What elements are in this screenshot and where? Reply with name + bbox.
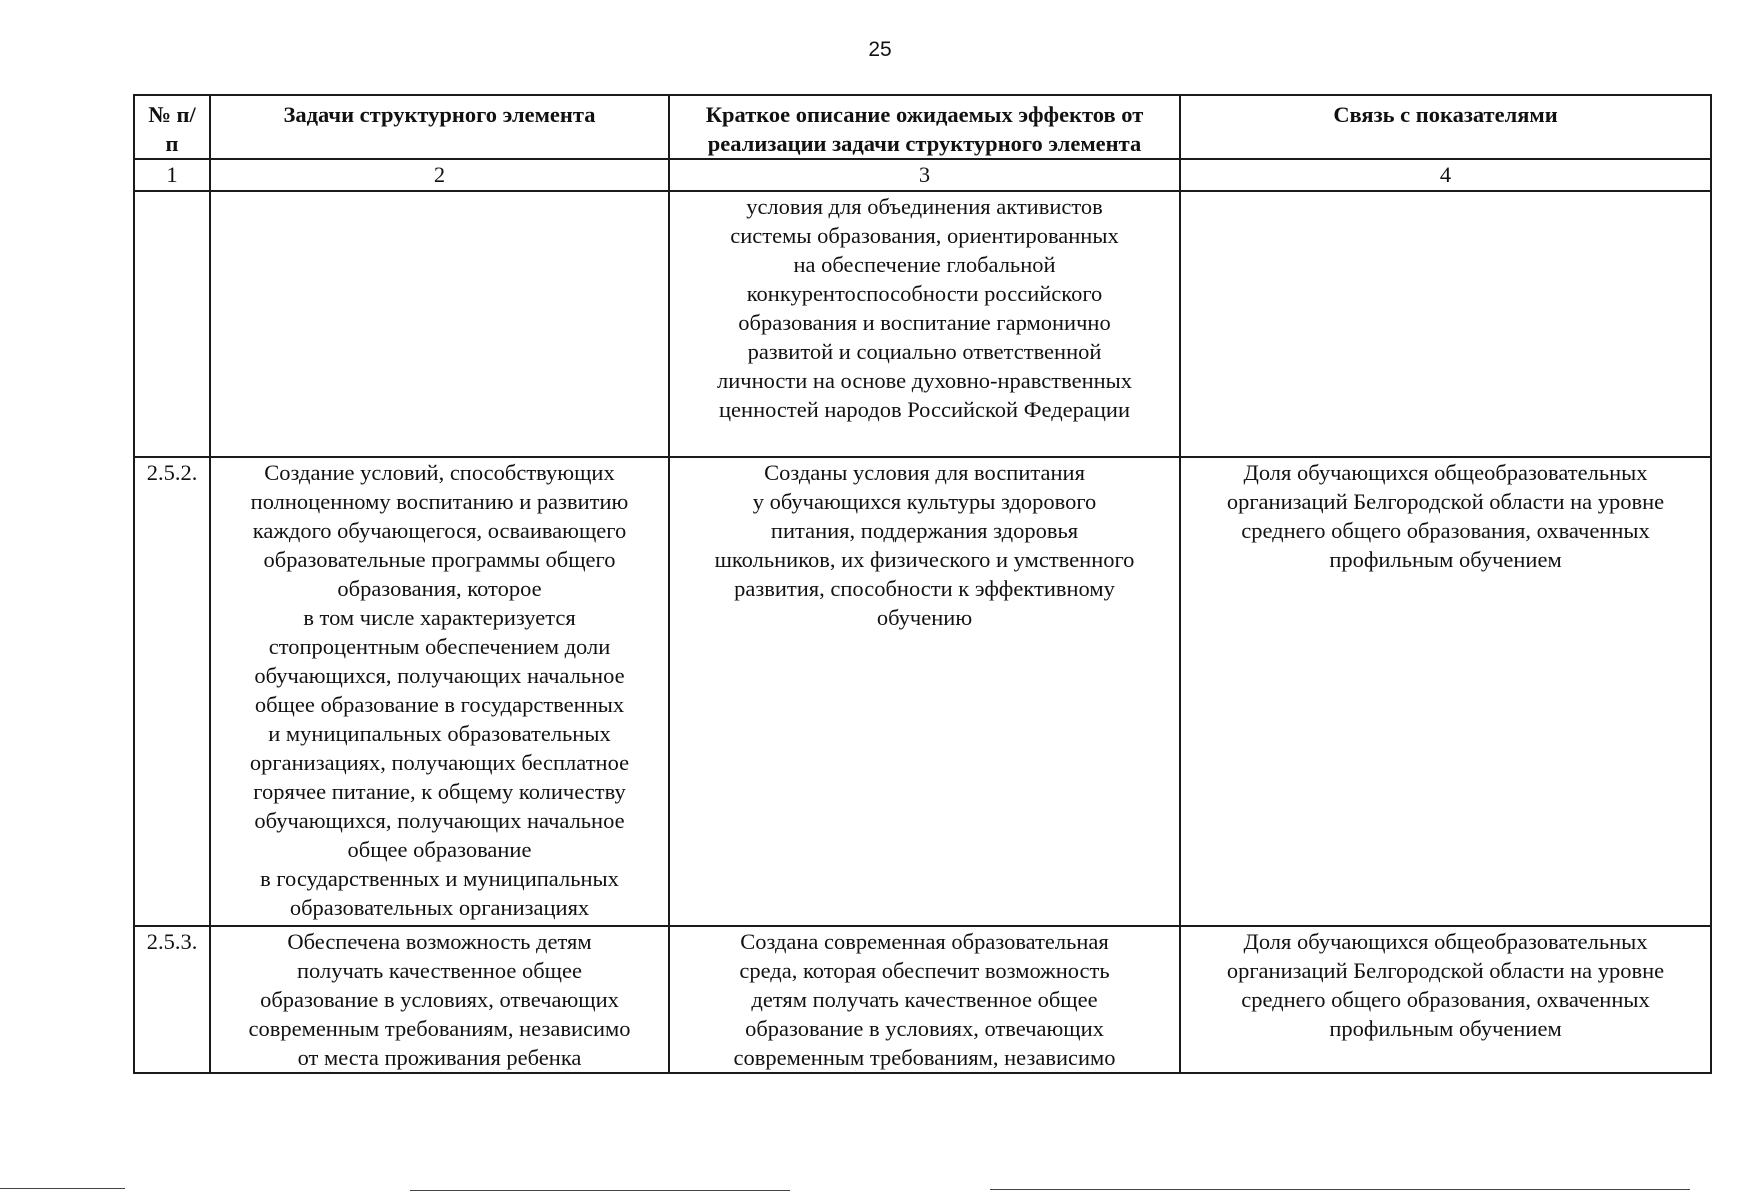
row-indicators xyxy=(1180,191,1711,457)
row-number: 2.5.2. xyxy=(134,457,210,926)
row-task xyxy=(210,191,669,457)
column-number: 3 xyxy=(669,159,1180,191)
row-number xyxy=(134,191,210,457)
row-task: Создание условий, способствующих полноценному воспитанию и развитию каждого обучающегося, осваивающего образовательные программы общего образования, которое в том числе характеризуется стопроцентным обеспечением доли обучающихся, получающих начальное общее образование в государственных и муниципальных образовательных организациях, получающих бесплатное горячее питание, к общему количеству обучающихся, получающих начальное общее образование в государственных и муниципальных образовательных организациях xyxy=(210,457,669,926)
row-indicators: Доля обучающихся общеобразовательных организаций Белгородской области на уровне среднего общего образования, охваченных профильным обучением xyxy=(1180,457,1711,926)
table-row xyxy=(134,191,1711,457)
scan-artifact-line xyxy=(0,1188,125,1189)
header-indicators: Связь с показателями xyxy=(1180,95,1711,159)
column-number: 2 xyxy=(210,159,669,191)
scan-artifact-line xyxy=(990,1189,1690,1190)
row-effects: Создана современная образовательная среда, которая обеспечит возможность детям получать качественное общее образование в условиях, отвечающих современным требованиям, независимо xyxy=(669,926,1180,1073)
column-number: 4 xyxy=(1180,159,1711,191)
column-number-row xyxy=(134,159,1711,191)
row-number: 2.5.3. xyxy=(134,926,210,1073)
table-row xyxy=(134,457,1711,926)
header-tasks: Задачи структурного элемента xyxy=(210,95,669,159)
scan-artifact-line xyxy=(410,1190,790,1191)
row-effects: условия для объединения активистов системы образования, ориентированных на обеспечение глобальной конкурентоспособности российского образования и воспитание гармонично развитой и социально ответственной личности на основе духовно-нравственных ценностей народов Российской Федерации xyxy=(669,191,1180,457)
row-task: Обеспечена возможность детям получать качественное общее образование в условиях, отвечающих современным требованиям, независимо от места проживания ребенка xyxy=(210,926,669,1073)
header-effects: Краткое описание ожидаемых эффектов от реализации задачи структурного элемента xyxy=(669,95,1180,159)
header-number: № п/п xyxy=(134,95,210,159)
row-effects: Созданы условия для воспитания у обучающихся культуры здорового питания, поддержания здоровья школьников, их физического и умственного развития, способности к эффективному обучению xyxy=(669,457,1180,926)
row-indicators: Доля обучающихся общеобразовательных организаций Белгородской области на уровне среднего общего образования, охваченных профильным обучением xyxy=(1180,926,1711,1073)
table-row xyxy=(134,926,1711,1073)
structural-element-table xyxy=(133,94,1712,1074)
table-header-row xyxy=(134,95,1711,159)
column-number: 1 xyxy=(134,159,210,191)
page-number: 25 xyxy=(868,38,892,61)
